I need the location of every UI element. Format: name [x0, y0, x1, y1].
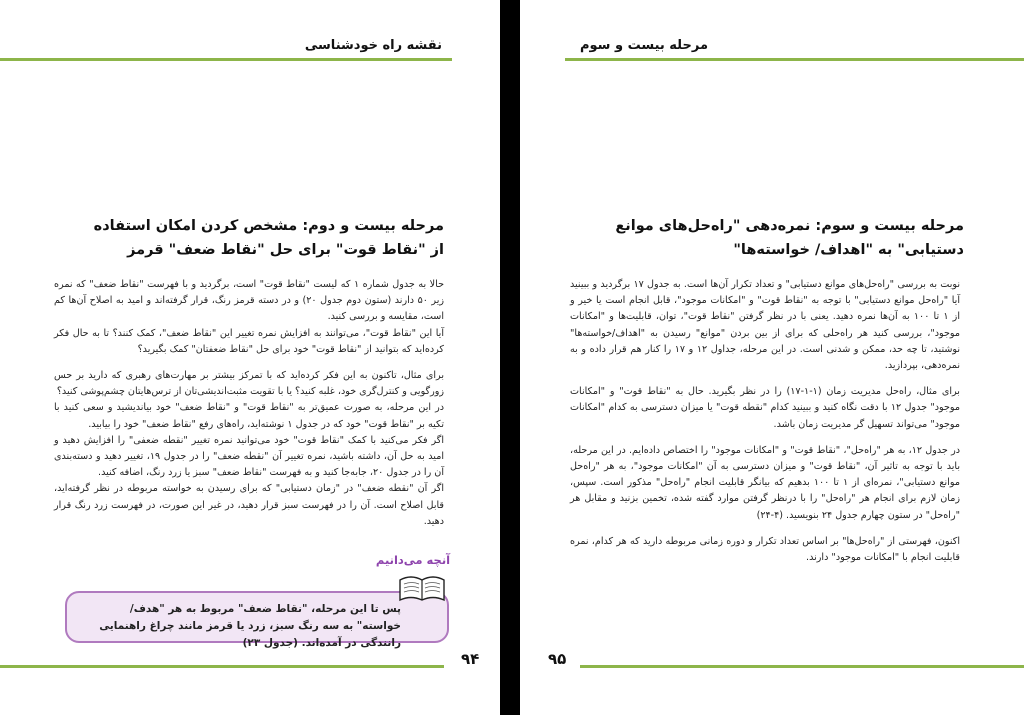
open-book-icon: [397, 570, 447, 604]
left-section-title: مرحله بیست و دوم: مشخص کردن امکان استفاده از "نقاط قوت" برای حل "نقاط ضعف" قرمز: [93, 218, 444, 258]
left-paragraph: اگر آن "نقطه ضعف" در "زمان دستیابی" که برای رسیدن به خواسته مربوطه در نظر گرفته‌اید، قابل اصلاح است. آن را در فهرست سبز قرار دهید، در غیر این صورت، در فهرست زرد رنگ قرار دهید.: [54, 483, 444, 527]
right-footer-line: [580, 665, 1024, 668]
info-box: [65, 591, 449, 649]
right-header-title: مرحله بیست و سوم: [580, 38, 708, 53]
left-paragraph: برای مثال، تاکنون به این فکر کرده‌اید که با تمرکز بیشتر بر مهارت‌های رهبری که دارید بر حس زورگویی و کنترل‌گری خود، غلبه کنید؟ یا با تقویت مثبت‌اندیشی‌تان از ترس‌هایتان چشم‌پوشی کنید؟: [54, 370, 444, 398]
left-paragraph: آیا این "نقاط قوت"، می‌توانند به افزایش نمره تغییر این "نقاط ضعف"، کمک کنند؟ تا به حال فکر کرده‌اید که بتوانید از "نقاط قوت" خود برای حل "نقاط ضعفتان" کمک بگیرید؟: [54, 327, 444, 355]
left-header-title: نقشه راه خودشناسی: [304, 38, 442, 53]
right-body-text: [570, 277, 960, 566]
left-body-text: [54, 277, 444, 530]
left-page: [0, 0, 500, 715]
left-paragraph: حالا به جدول شماره ۱ که لیست "نقاط قوت" است، برگردید و با فهرست "نقاط ضعف" که نمره زیر ۵۰ دارند (ستون دوم جدول ۲۰) و در دسته قرمز رنگ، قرار گرفته‌اند و امید به اصلاح آن‌ها کم است، مقایسه و بررسی کنید.: [54, 279, 444, 323]
right-section-title: مرحله بیست و سوم: نمره‌دهی "راه‌حل‌های موانع دستیابی" به "اهداف/ خواسته‌ها": [615, 218, 964, 258]
right-page-number: ۹۵: [548, 650, 567, 668]
right-header-line: [565, 58, 1024, 61]
right-paragraph: نوبت به بررسی "راه‌حل‌های موانع دستیابی" و تعداد تکرار آن‌ها است. به جدول ۱۷ برگردید و ببینید آیا "راه‌حل موانع دستیابی" با توجه به "نقاط قوت" و "امکانات موجود"، قابل انجام است یا خیر و از ۱ تا ۱۰۰ به آن‌ها نمره دهید. یعنی با در نظر گرفتن "نقاط قوت"، توان، قابلیت‌ها و "امکانات موجود"، بررسی کنید هر راه‌حلی که برای از بین بردن "موانع" رسیدن به "اهداف/خواسته‌ها" نوشتید، تا چه حد، ممکن و شدنی است. در این مرحله، جداول ۱۲ و ۱۷ را کنار هم قرار داده و به نمره‌دهی، بپردازید.: [570, 279, 961, 372]
info-text: پس تا این مرحله، "نقاط ضعف" مربوط به هر "هدف/خواسته" به سه رنگ سبز، زرد یا قرمز مانند چراغ راهنمایی رانندگی در آمده‌اند. (جدول ۲۳): [99, 603, 401, 649]
right-paragraph: برای مثال، راه‌حل مدیریت زمان (۱-۱-۱۷) را در نظر بگیرید. حال به "نقاط قوت" و "امکانات موجود" جدول ۱۲ با دقت نگاه کنید و ببینید کدام "نقطه قوت" یا میزان دسترسی به کدام "امکانات موجود" می‌تواند تسهیل گر مدیریت زمان باشد.: [570, 386, 960, 430]
left-footer-line: [0, 665, 444, 668]
left-header-line: [0, 58, 452, 61]
left-paragraph: در این مرحله، به صورت عمیق‌تر به "نقاط قوت" و "نقاط ضعف" خود بیاندیشید و سعی کنید با تکیه بر "نقاط قوت" خود که در جدول ۱ نوشته‌اید، راه‌های رفع "نقاط ضعف" خود را بیابید.: [54, 402, 444, 430]
right-paragraph: اکنون، فهرستی از "راه‌حل‌ها" بر اساس تعداد تکرار و دوره زمانی مربوطه دارید که هر کدام، نمره قابلیت انجام با "امکانات موجود" دارند.: [570, 535, 960, 564]
left-page-number: ۹۴: [461, 650, 480, 668]
right-page: [520, 0, 1024, 715]
page-gutter: [500, 0, 520, 715]
left-paragraph: اگر فکر می‌کنید با کمک "نقاط قوت" خود می‌توانید نمره تغییر "نقطه ضعفی" را افزایش دهید و امید به حل آن، داشته باشید، نمره تغییر آن "نقطه ضعف" را در جدول ۱۹، تغییر دهید و دسته‌بندی آن را در جدول ۲۰، جابه‌جا کنید و به فهرست "نقاط ضعف" سبز یا زرد رنگ، اضافه کنید.: [54, 434, 445, 479]
right-paragraph: در جدول ۱۲، به هر "راه‌حل"، "نقاط قوت" و "امکانات موجود" را اختصاص داده‌ایم. در این مرحله، باید با توجه به تاثیر آن، "نقاط قوت" و میزان دسترسی به آن "امکانات موجود"، به هر "راه‌حل موانع دستیابی"، نمره‌ای از ۱ تا ۱۰۰ بدهیم که بیانگر قابلیت انجام "راه‌حل" مذکور است. سپس، زمان لازم برای انجام هر "راه‌حل" را با درنظر گرفتن موارد گفته شده، تخمین بزنید و مقابل هر "راه‌حل" در ستون چهارم جدول ۲۴ بنویسید. (۴-۲۴): [570, 444, 960, 521]
info-label: آنچه می‌دانیم: [375, 553, 451, 567]
